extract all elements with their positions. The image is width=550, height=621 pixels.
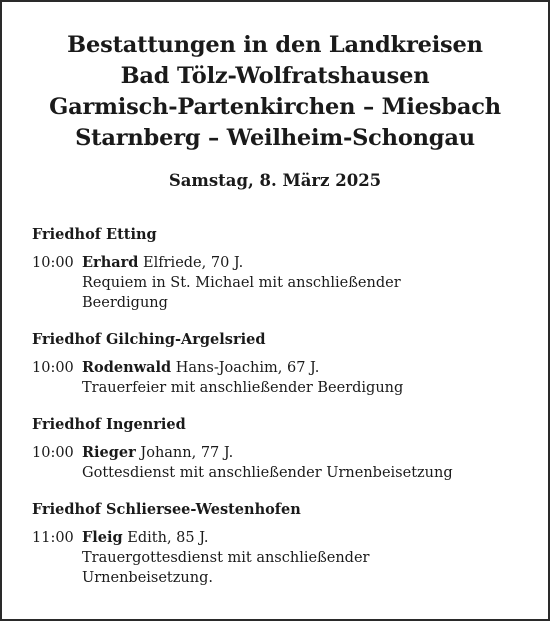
cemetery-name: Friedhof Ingenried — [32, 416, 186, 433]
deceased-given-age: Elfriede, 70 J. — [143, 255, 244, 271]
deceased-given-age: Johann, 77 J. — [140, 445, 234, 461]
burial-entry — [32, 253, 530, 273]
title-line: Starnberg – Weilheim-Schongau — [75, 125, 475, 151]
deceased-given-age: Edith, 85 J. — [127, 530, 209, 546]
burial-entry — [32, 358, 530, 378]
cemetery-name: Friedhof Schliersee-Westenhofen — [32, 501, 301, 518]
service-detail: Trauergottesdienst mit anschließender — [82, 550, 370, 566]
burial-entry — [32, 443, 530, 463]
deceased-surname: Rieger — [82, 444, 136, 461]
deceased-given-age: Hans-Joachim, 67 J. — [175, 360, 320, 376]
deceased-surname: Fleig — [82, 529, 123, 546]
title-line: Bestattungen in den Landkreisen — [67, 32, 483, 58]
cemetery-name: Friedhof Etting — [32, 226, 157, 243]
title-line: Garmisch-Partenkirchen – Miesbach — [49, 94, 501, 120]
burial-time: 10:00 — [32, 255, 74, 271]
cemetery-name: Friedhof Gilching-Argelsried — [32, 331, 266, 348]
burial-time: 11:00 — [32, 530, 74, 546]
cemetery-section — [32, 225, 530, 313]
deceased-surname: Rodenwald — [82, 359, 172, 376]
title-line: Bad Tölz-Wolfratshausen — [120, 63, 430, 89]
notice-header — [20, 30, 530, 192]
service-detail: Gottesdienst mit anschließender Urnenbeisetzung — [82, 465, 453, 481]
service-detail: Requiem in St. Michael mit anschließender — [82, 275, 401, 291]
notice-date: Samstag, 8. März 2025 — [168, 171, 382, 190]
burial-time: 10:00 — [32, 445, 74, 461]
deceased-surname: Erhard — [82, 254, 139, 271]
service-detail: Beerdigung — [82, 295, 168, 311]
burial-entry — [32, 528, 530, 548]
burial-list — [32, 225, 530, 588]
cemetery-section — [32, 500, 530, 588]
cemetery-section — [32, 330, 530, 398]
service-detail: Trauerfeier mit anschließender Beerdigung — [82, 380, 404, 396]
cemetery-section — [32, 415, 530, 483]
burial-time: 10:00 — [32, 360, 74, 376]
service-detail: Urnenbeisetzung. — [82, 570, 213, 586]
